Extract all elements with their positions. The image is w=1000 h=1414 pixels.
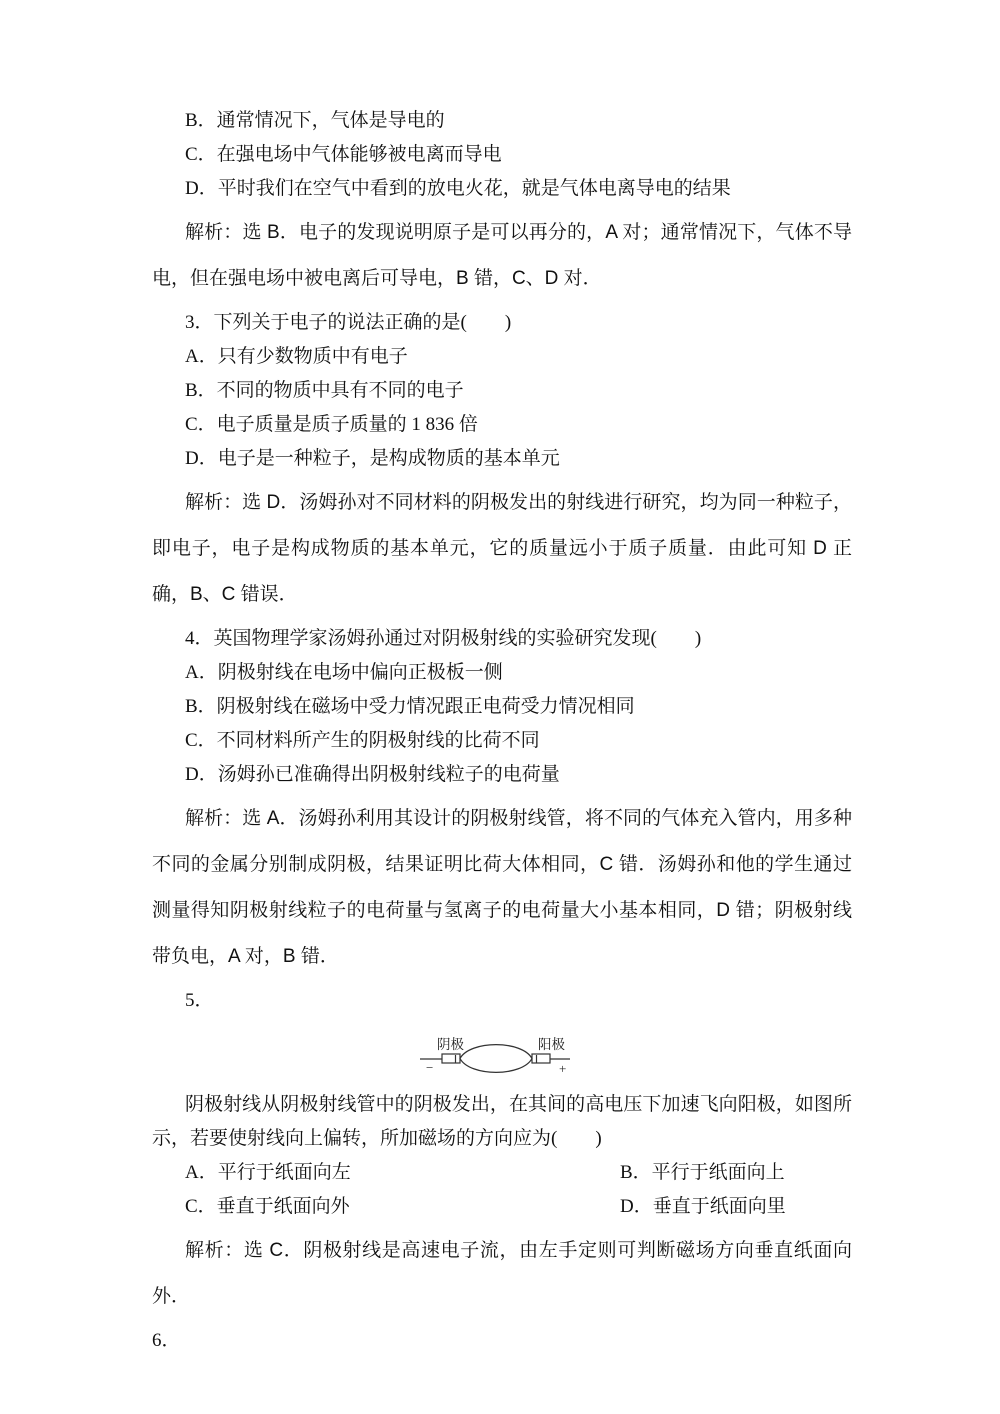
cathode-tube <box>442 1054 460 1063</box>
q2-option-b: B．通常情况下，气体是导电的 <box>185 110 445 131</box>
q2-analysis: 解析：选 B．电子的发现说明原子是可以再分的，A 对；通常情况下，气体不导电，但在强电场中被电离后可导电，B 错，C、D 对． <box>152 222 852 289</box>
q4-option-b: B．阴极射线在磁场中受力情况跟正电荷受力情况相同 <box>185 696 635 717</box>
q2-option-c: C．在强电场中气体能够被电离而导电 <box>185 144 502 165</box>
cathode-ray-tube-diagram <box>417 1026 587 1084</box>
document-page <box>152 104 852 1358</box>
cathode-ray-tube-figure <box>152 1026 852 1084</box>
q5-number: 5． <box>185 990 214 1011</box>
q4-option-c: C．不同材料所产生的阴极射线的比荷不同 <box>185 730 540 751</box>
q5-options <box>152 1156 852 1224</box>
anode-tube <box>532 1054 550 1063</box>
q4-option-d: D．汤姆孙已准确得出阴极射线粒子的电荷量 <box>185 764 560 785</box>
q3-option-b: B．不同的物质中具有不同的电子 <box>185 380 464 401</box>
q4-option-a: A．阴极射线在电场中偏向正极板一侧 <box>185 662 503 683</box>
q3-option-c: C．电子质量是质子质量的 1 836 倍 <box>185 414 478 435</box>
q4-stem: 4．英国物理学家汤姆孙通过对阴极射线的实验研究发现( ) <box>185 628 702 649</box>
q5-option-d: D．垂直于纸面向里 <box>620 1196 786 1217</box>
cathode-label: 阴极 <box>437 1037 464 1052</box>
q3-stem: 3．下列关于电子的说法正确的是( ) <box>185 312 512 333</box>
q5-option-a: A．平行于纸面向左 <box>185 1162 351 1183</box>
q3-analysis: 解析：选 D．汤姆孙对不同材料的阴极发出的射线进行研究，均为同一种粒子，即电子，电子是构成物质的基本单元，它的质量远小于质子质量．由此可知 D 正确，B、C 错误． <box>152 492 852 605</box>
q4-analysis: 解析：选 A．汤姆孙利用其设计的阴极射线管，将不同的气体充入管内，用多种不同的金属分别制成阴极，结果证明比荷大体相同，C 错．汤姆孙和他的学生通过测量得知阴极射线粒子的电荷量与氢离子的电荷量大小基本相同，D 错；阴极射线带负电，A 对，B 错． <box>152 808 852 967</box>
glass-bulb <box>460 1045 532 1073</box>
q3-option-a: A．只有少数物质中有电子 <box>185 346 408 367</box>
plus-polarity-label: + <box>559 1061 567 1076</box>
q3-option-d: D．电子是一种粒子，是构成物质的基本单元 <box>185 448 560 469</box>
q5-stem: 阴极射线从阴极射线管中的阴极发出，在其间的高电压下加速飞向阳极，如图所示，若要使射线向上偏转，所加磁场的方向应为( ) <box>152 1094 852 1149</box>
minus-polarity-label: − <box>426 1060 434 1075</box>
q5-option-c: C．垂直于纸面向外 <box>185 1196 350 1217</box>
q5-analysis: 解析：选 C．阴极射线是高速电子流，由左手定则可判断磁场方向垂直纸面向外． <box>152 1240 852 1307</box>
q2-option-d: D．平时我们在空气中看到的放电火花，就是气体电离导电的结果 <box>185 178 731 199</box>
anode-label: 阳极 <box>538 1037 565 1052</box>
q6-number: 6． <box>152 1330 181 1351</box>
q5-option-b: B．平行于纸面向上 <box>620 1162 785 1183</box>
